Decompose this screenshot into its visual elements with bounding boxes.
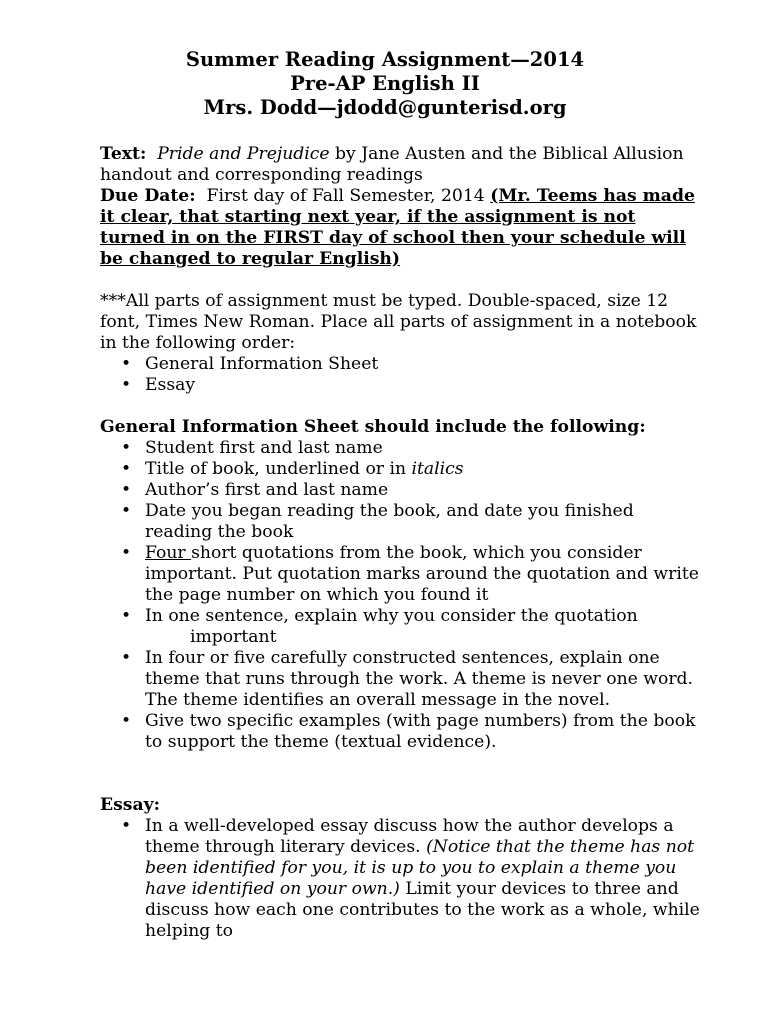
- header-teacher: Mrs. Dodd—jdodd@gunterisd.org: [203, 96, 567, 119]
- list-item-author: • Author’s first and last name: [100, 480, 700, 501]
- explain-line-2: important: [190, 627, 277, 647]
- text-details: by Jane Austen and the Biblical Allusion handout and corresponding readings: [100, 144, 684, 185]
- four-underlined: Four: [145, 543, 192, 563]
- explain-line-1: In one sentence, explain why you consider the quotation: [145, 606, 638, 626]
- list-item-name: • Student first and last name: [100, 438, 700, 459]
- book-title: Pride and Prejudice: [157, 144, 330, 164]
- essay-list: [100, 816, 700, 942]
- essay-note: (Notice that the theme has not been identified for you, it is up to you to explain a theme you have identified on your own.): [145, 837, 695, 899]
- text-label: Text:: [100, 144, 147, 164]
- order-list: [100, 354, 700, 396]
- document-body: [100, 144, 700, 942]
- header-course: Pre-AP English II: [290, 72, 480, 95]
- due-date-label: Due Date:: [100, 186, 196, 206]
- due-date-paragraph: [100, 186, 700, 270]
- essay-text-2: Limit your devices to three and discuss how each one contributes to the work as a whole, while helping to: [145, 879, 700, 941]
- header-title: Summer Reading Assignment—2014: [185, 48, 585, 71]
- list-item-theme: • In four or five carefully constructed sentences, explain one theme that runs through the work. A theme is never one word. The theme identifies an overall message in the novel.: [100, 648, 700, 711]
- typing-instructions: ***All parts of assignment must be typed. Double-spaced, size 12 font, Times New Roman. Place all parts of assignment in a notebook in the following order:: [100, 291, 697, 353]
- due-date-value: First day of Fall Semester, 2014: [201, 186, 491, 206]
- due-date-warning: (Mr. Teems has made it clear, that starting next year, if the assignment is not turned in on the FIRST day of school then your schedule will be changed to regular English): [100, 186, 695, 269]
- italics-word: italics: [411, 459, 464, 479]
- general-info-heading: General Information Sheet should include the following:: [100, 417, 646, 437]
- list-item-dates: • Date you began reading the book, and date you finished reading the book: [100, 501, 700, 543]
- text-paragraph: [100, 144, 700, 186]
- document-header: [0, 48, 770, 120]
- list-item-title-text: Title of book, underlined or in: [145, 459, 412, 479]
- list-item-explain: [100, 606, 700, 648]
- order-item: • Essay: [100, 375, 700, 396]
- essay-heading: Essay:: [100, 795, 160, 815]
- essay-text-1: In a well-developed essay discuss how the author develops a theme through literary devices.: [145, 816, 674, 857]
- order-item: • General Information Sheet: [100, 354, 700, 375]
- list-item-title: [100, 459, 700, 480]
- general-info-list: [100, 438, 700, 753]
- list-item-examples: • Give two specific examples (with page numbers) from the book to support the theme (textual evidence).: [100, 711, 700, 753]
- quotations-text: short quotations from the book, which you consider important. Put quotation marks around the quotation and write the page number on which you found it: [145, 543, 699, 605]
- essay-item: [100, 816, 700, 942]
- list-item-quotations: [100, 543, 700, 606]
